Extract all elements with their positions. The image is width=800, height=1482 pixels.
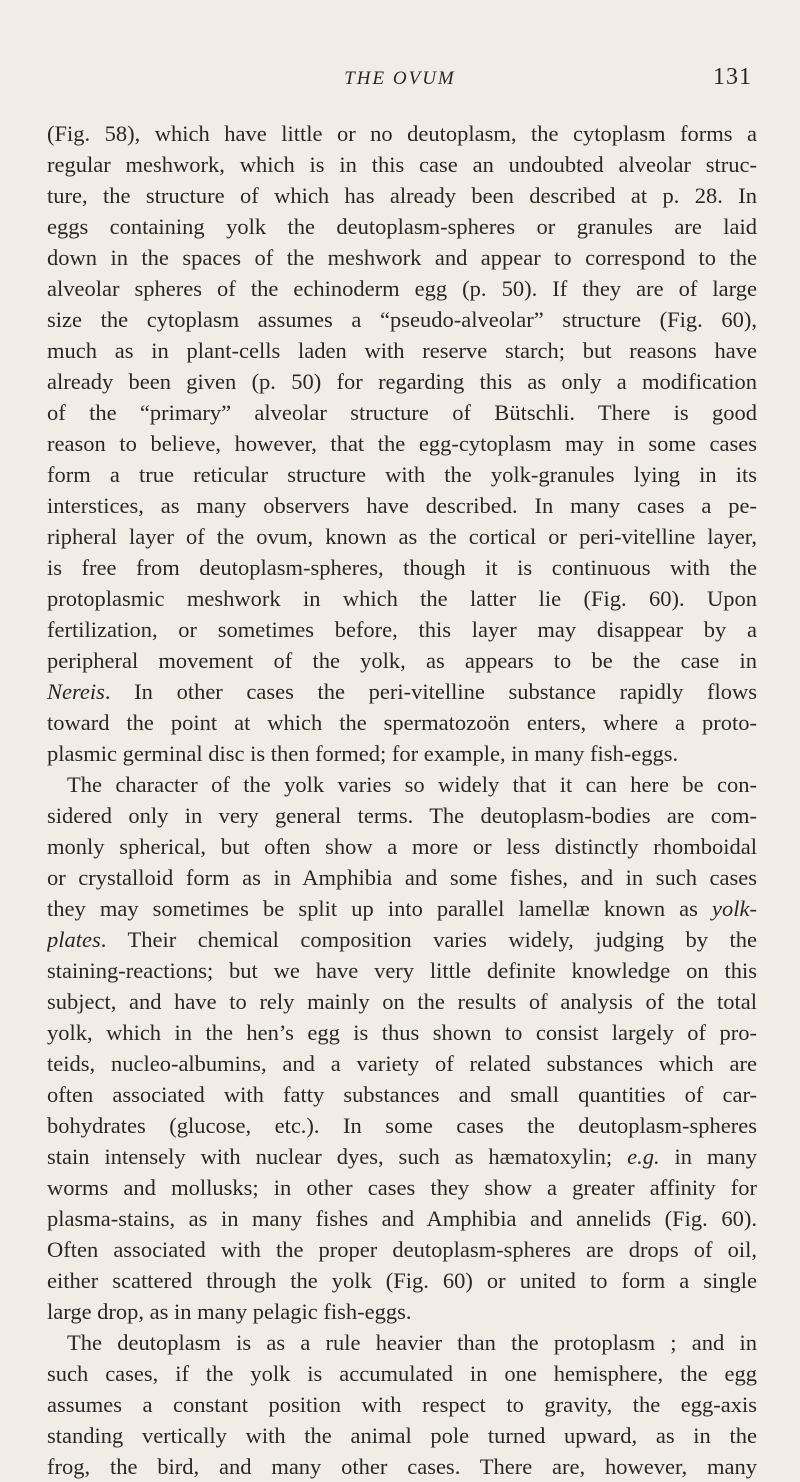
line-text: ture, the structure of which has already been described at p. 28. In xyxy=(47,183,757,208)
line-text: staining-reactions; but we have very little definite knowledge on this xyxy=(47,958,757,983)
italic-term: e.g. xyxy=(627,1144,660,1169)
text-line xyxy=(47,211,757,242)
line-text: teids, nucleo-albumins, and a variety of related substances which are xyxy=(47,1051,757,1076)
text-line xyxy=(47,118,757,149)
line-text: plasma-stains, as in many fishes and Amphibia and annelids (Fig. 60). xyxy=(47,1206,757,1231)
line-text: much as in plant-cells laden with reserve starch; but reasons have xyxy=(47,338,757,363)
italic-term: plates xyxy=(47,927,101,952)
text-line xyxy=(47,1172,757,1203)
text-line xyxy=(47,1203,757,1234)
text-line xyxy=(47,676,757,707)
line-text: reason to believe, however, that the egg-cytoplasm may in some cases xyxy=(47,431,757,456)
line-text: regular meshwork, which is in this case an undoubted alveolar struc- xyxy=(47,152,757,177)
line-text: The character of the yolk varies so widely that it can here be con- xyxy=(67,772,757,797)
text-line xyxy=(47,397,757,428)
line-text: such cases, if the yolk is accumulated in one hemisphere, the egg xyxy=(47,1361,757,1386)
line-text: monly spherical, but often show a more or less distinctly rhomboidal xyxy=(47,834,757,859)
line-text: down in the spaces of the meshwork and appear to correspond to the xyxy=(47,245,757,270)
line-text: (Fig. 58), which have little or no deutoplasm, the cytoplasm forms a xyxy=(47,121,757,146)
line-text: plasmic germinal disc is then formed; for example, in many fish-eggs. xyxy=(47,741,679,766)
line-text: toward the point at which the spermatozoön enters, where a proto- xyxy=(47,710,757,735)
line-text: sidered only in very general terms. The deutoplasm-bodies are com- xyxy=(47,803,757,828)
line-text: of the “primary” alveolar structure of Bütschli. There is good xyxy=(47,400,757,425)
line-text: eggs containing yolk the deutoplasm-spheres or granules are laid xyxy=(47,214,757,239)
italic-term: Nereis xyxy=(47,679,105,704)
line-text: standing vertically with the animal pole turned upward, as in the xyxy=(47,1423,757,1448)
text-line xyxy=(47,1265,757,1296)
text-line xyxy=(47,490,757,521)
line-text: assumes a constant position with respect to gravity, the egg-axis xyxy=(47,1392,757,1417)
line-text-pre: they may sometimes be split up into parallel lamellæ known as xyxy=(47,896,713,921)
text-line xyxy=(47,707,757,738)
body-text xyxy=(47,118,757,1482)
text-line xyxy=(47,614,757,645)
text-line xyxy=(47,831,757,862)
text-line xyxy=(47,521,757,552)
line-text-post: . Their chemical composition varies widely, judging by the xyxy=(100,927,757,952)
line-text: peripheral movement of the yolk, as appears to be the case in xyxy=(47,648,757,673)
text-line xyxy=(47,149,757,180)
text-line xyxy=(47,893,757,924)
line-text: interstices, as many observers have described. In many cases a pe- xyxy=(47,493,757,518)
text-line xyxy=(47,459,757,490)
text-line xyxy=(47,1234,757,1265)
line-text: size the cytoplasm assumes a “pseudo-alveolar” structure (Fig. 60), xyxy=(47,307,757,332)
line-text: often associated with fatty substances and small quantities of car- xyxy=(47,1082,757,1107)
text-line xyxy=(47,1079,757,1110)
text-line xyxy=(47,1327,757,1358)
line-text: subject, and have to rely mainly on the results of analysis of the total xyxy=(47,989,757,1014)
page-number: 131 xyxy=(713,64,752,90)
text-line xyxy=(47,738,757,769)
text-line xyxy=(47,552,757,583)
running-head xyxy=(0,64,800,94)
text-line xyxy=(47,986,757,1017)
line-text: is free from deutoplasm-spheres, though it is continuous with the xyxy=(47,555,757,580)
text-line xyxy=(47,1358,757,1389)
text-line xyxy=(47,273,757,304)
text-line xyxy=(47,862,757,893)
line-text: fertilization, or sometimes before, this layer may disappear by a xyxy=(47,617,757,642)
running-title: THE OVUM xyxy=(344,68,456,89)
line-text: large drop, as in many pelagic fish-eggs. xyxy=(47,1299,412,1324)
line-text: worms and mollusks; in other cases they show a greater affinity for xyxy=(47,1175,757,1200)
line-text: alveolar spheres of the echinoderm egg (p. 50). If they are of large xyxy=(47,276,757,301)
text-line xyxy=(47,1141,757,1172)
line-text: protoplasmic meshwork in which the latter lie (Fig. 60). Upon xyxy=(47,586,757,611)
text-line xyxy=(47,304,757,335)
text-line xyxy=(47,428,757,459)
line-text-pre: stain intensely with nuclear dyes, such as hæmatoxylin; xyxy=(47,1144,628,1169)
line-text: ripheral layer of the ovum, known as the cortical or peri-vitelline layer, xyxy=(47,524,757,549)
text-line xyxy=(47,180,757,211)
line-text: or crystalloid form as in Amphibia and some fishes, and in such cases xyxy=(47,865,757,890)
line-text: bohydrates (glucose, etc.). In some cases the deutoplasm-spheres xyxy=(47,1113,757,1138)
line-text-post: in many xyxy=(659,1144,757,1169)
line-text: form a true reticular structure with the yolk-granules lying in its xyxy=(47,462,757,487)
line-text: yolk, which in the hen’s egg is thus shown to consist largely of pro- xyxy=(47,1020,757,1045)
text-line xyxy=(47,924,757,955)
text-line xyxy=(47,583,757,614)
text-line xyxy=(47,955,757,986)
text-line xyxy=(47,800,757,831)
line-text: The deutoplasm is as a rule heavier than the protoplasm ; and in xyxy=(67,1330,757,1355)
text-line xyxy=(47,1110,757,1141)
line-text: either scattered through the yolk (Fig. 60) or united to form a single xyxy=(47,1268,757,1293)
line-text: Often associated with the proper deutoplasm-spheres are drops of oil, xyxy=(47,1237,757,1262)
text-line xyxy=(47,645,757,676)
italic-term: yolk- xyxy=(712,896,757,921)
text-line xyxy=(47,242,757,273)
text-line xyxy=(47,1048,757,1079)
text-line xyxy=(47,366,757,397)
line-text-post: . In other cases the peri-vitelline substance rapidly flows xyxy=(104,679,757,704)
text-line xyxy=(47,335,757,366)
text-line xyxy=(47,1451,757,1482)
text-line xyxy=(47,1389,757,1420)
text-line xyxy=(47,1017,757,1048)
text-line xyxy=(47,769,757,800)
text-line xyxy=(47,1420,757,1451)
line-text: frog, the bird, and many other cases. There are, however, many xyxy=(47,1454,757,1479)
line-text: already been given (p. 50) for regarding this as only a modification xyxy=(47,369,757,394)
text-line xyxy=(47,1296,757,1327)
